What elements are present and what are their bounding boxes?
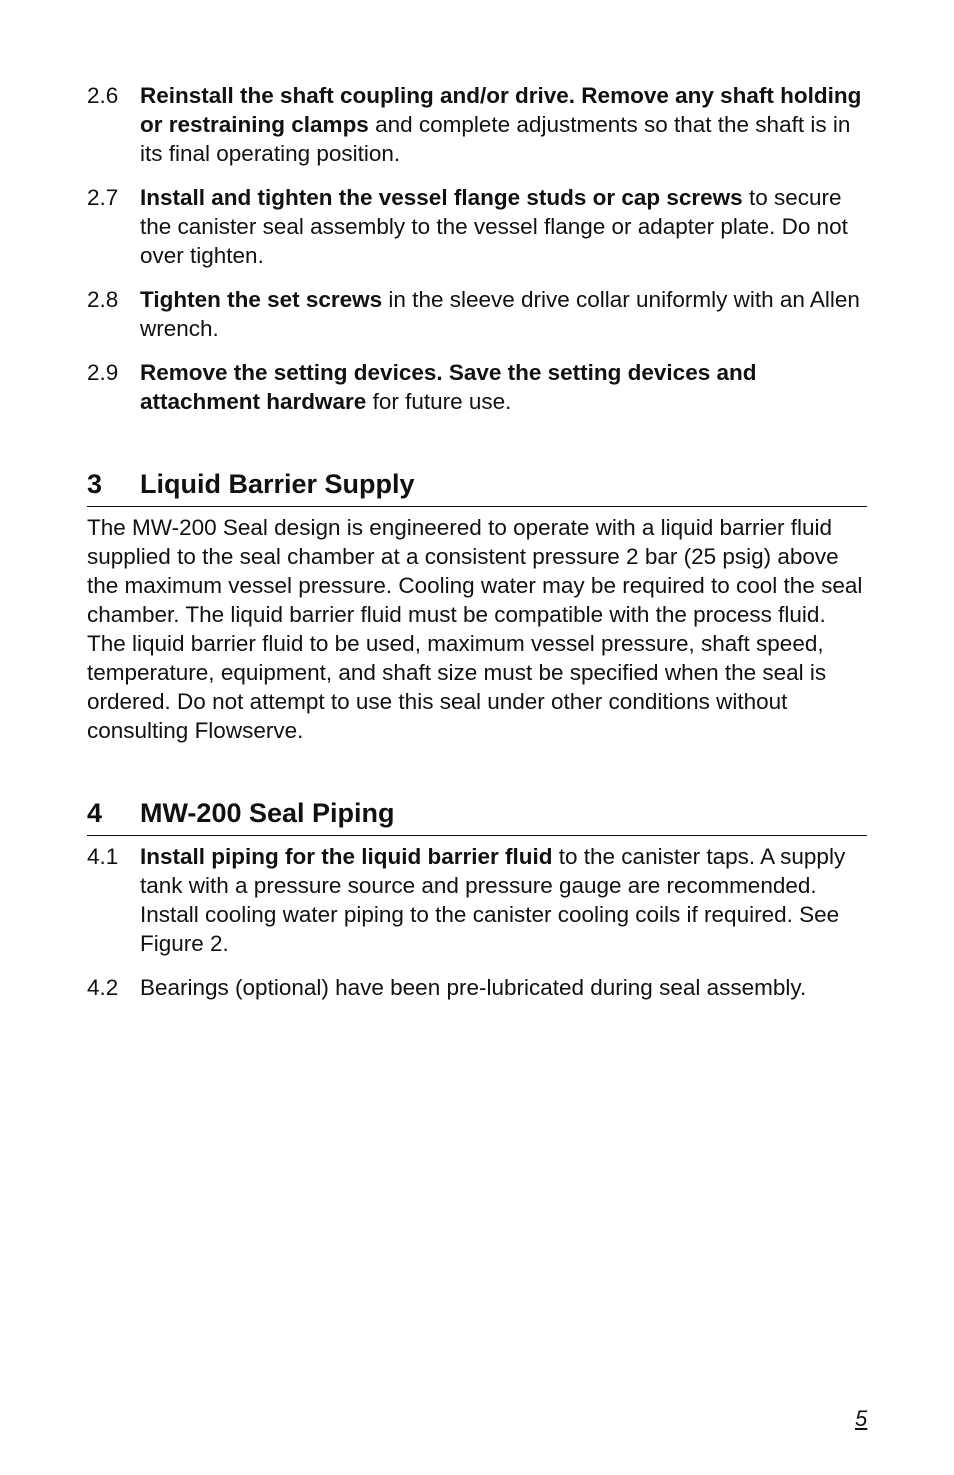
step-text <box>140 285 867 343</box>
step-rest-text: in the sleeve drive collar uniformly with an Allen wrench. <box>140 287 860 341</box>
step-number: 2.8 <box>87 287 119 312</box>
step-rest-text: for future use. <box>366 389 512 414</box>
step-number: 2.9 <box>87 360 119 385</box>
step-rest-text: to secure the canister seal assembly to the vessel flange or adapter plate. Do not over tighten. <box>140 185 848 268</box>
step-2-9 <box>87 358 867 416</box>
step-text <box>140 183 867 270</box>
step-2-6 <box>87 81 867 168</box>
step-bold-text: Install piping for the liquid barrier fluid <box>140 844 553 869</box>
section-3-heading <box>87 467 867 507</box>
section-title: MW-200 Seal Piping <box>140 798 395 828</box>
section-title: Liquid Barrier Supply <box>140 469 415 499</box>
page-number: 5 <box>855 1406 868 1431</box>
step-number: 4.1 <box>87 844 119 869</box>
step-bold-text: Reinstall the shaft coupling and/or drive. Remove any shaft holding or restraining clamps <box>140 83 862 137</box>
step-rest-text: Bearings (optional) have been pre-lubricated during seal assembly. <box>140 975 807 1000</box>
step-bold-text: Remove the setting devices. Save the setting devices and attachment hardware <box>140 360 757 414</box>
step-text <box>140 358 867 416</box>
document-page <box>87 81 867 1017</box>
step-4-2 <box>87 973 867 1002</box>
section-number: 4 <box>87 798 103 828</box>
section-4-heading <box>87 796 867 836</box>
step-4-1 <box>87 842 867 958</box>
step-text <box>140 81 867 168</box>
section-3-paragraph: The MW-200 Seal design is engineered to operate with a liquid barrier fluid supplied to the seal chamber at a consistent pressure 2 bar (25 psig) above the maximum vessel pressure. Cooling water may be required to cool the seal chamber. The liquid barrier fluid must be compatible with the process fluid. The liquid barrier fluid to be used, maximum vessel pressure, shaft speed, temperature, equipment, and shaft size must be specified when the seal is ordered. Do not attempt to use this seal under other conditions without consulting Flowserve. <box>87 515 863 743</box>
step-2-8 <box>87 285 867 343</box>
step-number: 2.6 <box>87 83 119 108</box>
step-number: 4.2 <box>87 975 119 1000</box>
step-text <box>140 842 867 958</box>
step-bold-text: Tighten the set screws <box>140 287 383 312</box>
step-number: 2.7 <box>87 185 119 210</box>
step-2-7 <box>87 183 867 270</box>
step-bold-text: Install and tighten the vessel flange studs or cap screws <box>140 185 743 210</box>
step-text <box>140 973 867 1002</box>
section-number: 3 <box>87 469 103 499</box>
step-rest-text: and complete adjustments so that the shaft is in its final operating position. <box>140 112 851 166</box>
step-rest-text: to the canister taps. A supply tank with a pressure source and pressure gauge are recommended. Install cooling water piping to the canister cooling coils if required. See Figure 2. <box>140 844 846 956</box>
